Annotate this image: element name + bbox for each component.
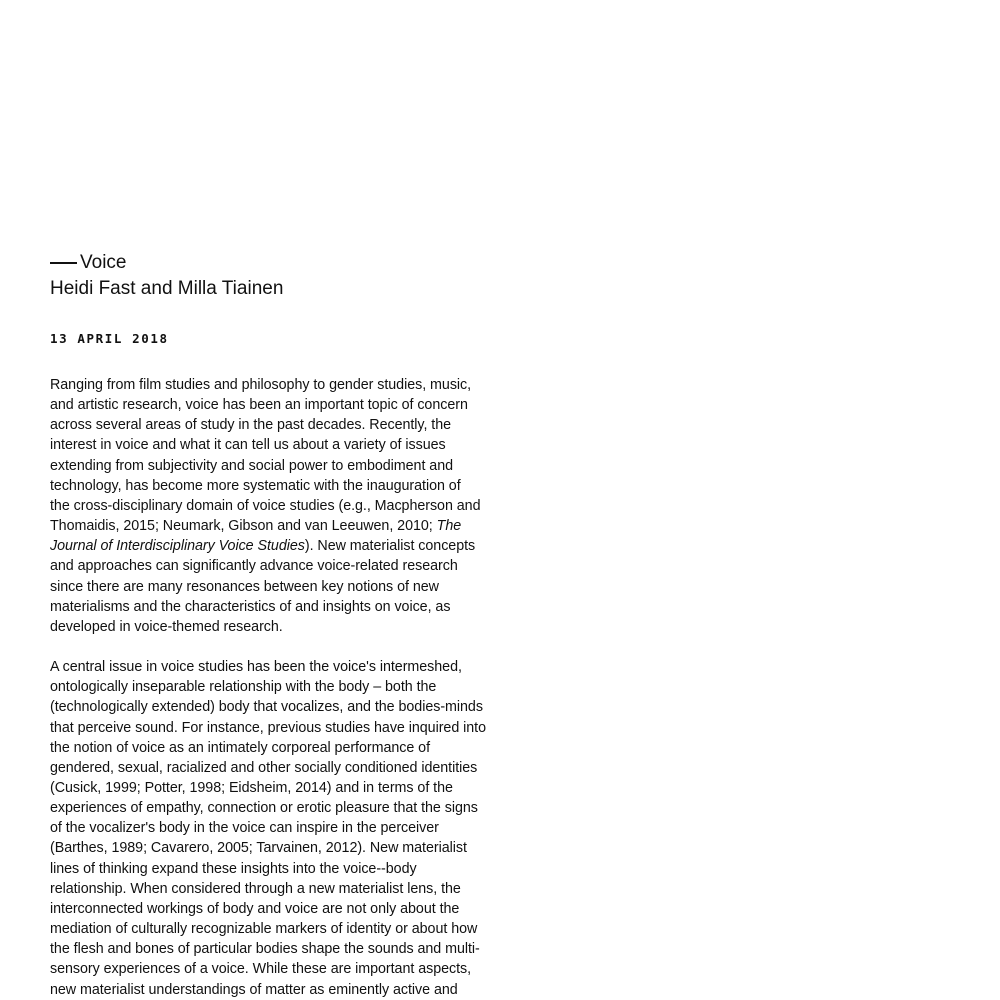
text-line: lines of thinking expand these insights into the voice--body: [50, 860, 417, 877]
text-line: (technologically extended) body that vocalizes, and the bodies-minds: [50, 699, 483, 716]
text-line: the flesh and bones of particular bodies shape the sounds and multi-: [50, 941, 480, 958]
text-line: (Barthes, 1989; Cavarero, 2005; Tarvainen, 2012). New materialist: [50, 840, 467, 857]
text-line: that perceive sound. For instance, previous studies have inquired into: [50, 719, 486, 736]
text-line: (Cusick, 1999; Potter, 1998; Eidsheim, 2014) and in terms of the: [50, 779, 453, 796]
journal-title-italic: Journal of Interdisciplinary Voice Studies: [50, 538, 305, 555]
text-line: new materialist understandings of matter as eminently active and: [50, 981, 458, 998]
text-line: interest in voice and what it can tell us about a variety of issues: [50, 437, 446, 454]
article-title-row: [50, 250, 450, 276]
text-line: of the vocalizer's body in the voice can inspire in the perceiver: [50, 820, 439, 837]
body-paragraph-2: [50, 657, 486, 1000]
text-line: materialisms and the characteristics of and insights on voice, as: [50, 598, 451, 615]
text-line: developed in voice-themed research.: [50, 618, 283, 635]
journal-title-italic: The: [436, 518, 462, 535]
text-line: Ranging from film studies and philosophy to gender studies, music,: [50, 377, 472, 393]
text-line: sensory experiences of a voice. While these are important aspects,: [50, 961, 472, 978]
text-line: technology, has become more systematic with the inauguration of: [50, 477, 461, 494]
text-line: the notion of voice as an intimately corporeal performance of: [50, 739, 430, 756]
text-line: A central issue in voice studies has been the voice's intermeshed,: [50, 659, 462, 676]
body-paragraph-1: [50, 375, 481, 637]
text-line: the cross-disciplinary domain of voice studies (e.g., Macpherson and: [50, 497, 481, 514]
text-line: experiences of empathy, connection or erotic pleasure that the signs: [50, 800, 478, 817]
article-authors: Heidi Fast and Milla Tiainen: [50, 278, 284, 299]
publication-date: 13 APRIL 2018: [50, 331, 169, 346]
text-line: and artistic research, voice has been an important topic of concern: [50, 397, 468, 414]
title-dash-decoration: [50, 262, 77, 264]
text-line: and approaches can significantly advance voice-related research: [50, 558, 458, 575]
text-line: Journal of Interdisciplinary Voice Studies). New materialist concepts: [50, 538, 476, 555]
article-title: Voice: [80, 252, 127, 273]
text-line: extending from subjectivity and social power to embodiment and: [50, 457, 453, 474]
article: [50, 250, 486, 1000]
text-line: interconnected workings of body and voice are not only about the: [50, 900, 460, 917]
text-line: Thomaidis, 2015; Neumark, Gibson and van Leeuwen, 2010; The: [50, 518, 462, 535]
text-line: relationship. When considered through a new materialist lens, the: [50, 880, 461, 897]
text-line: across several areas of study in the past decades. Recently, the: [50, 417, 452, 434]
text-line: since there are many resonances between key notions of new: [50, 578, 439, 595]
text-line: gendered, sexual, racialized and other socially conditioned identities: [50, 759, 478, 776]
text-line: ontologically inseparable relationship with the body – both the: [50, 679, 437, 696]
text-line: mediation of culturally recognizable markers of identity or about how: [50, 921, 478, 938]
